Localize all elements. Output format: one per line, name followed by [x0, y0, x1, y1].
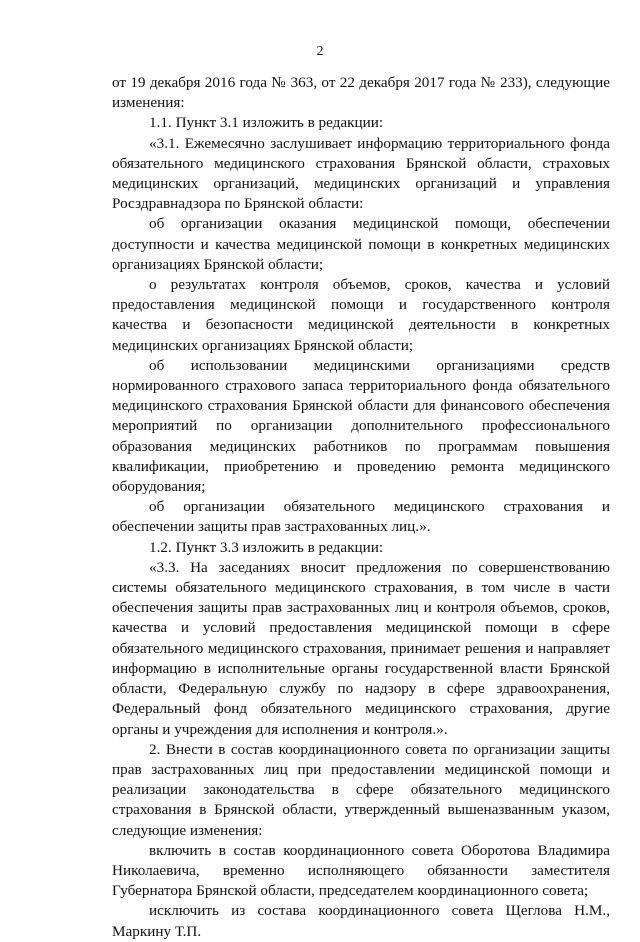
paragraph-clause-3-1-control: о результатах контроля объемов, сроков, качества и условий предоставления медицинской помощи и государственного контроля качества и безопасности медицинской деятельности в конкретных медицинских организациях Брянской области; — [112, 276, 610, 354]
paragraph-item-2: 2. Внести в состав координационного совета по организации защиты прав застрахованных лиц при предоставлении медицинской помощи и реализации законодательства в сфере обязательного медицинского страхования в Брянской области, утвержденный вышеназванным указом, следующие изменения: — [112, 740, 610, 839]
paragraph-clause-3-1-protection: об организации обязательного медицинского страхования и обеспечении защиты прав застрахованных лиц.». — [112, 498, 610, 536]
paragraph-clause-3-1: «3.1. Ежемесячно заслушивает информацию территориального фонда обязательного медицинского страхования Брянской области, страховых медицинских организаций, медицинских организаций и управления Росздравнадзора по Брянской области: — [112, 134, 610, 213]
paragraph-exclude-members: исключить из состава координационного совета Щеглова Н.М., Маркину Т.П. — [112, 902, 610, 940]
page-number: 2 — [316, 44, 324, 59]
paragraph-clause-3-1-reserve: об использовании медицинскими организациями средств нормированного страхового запаса территориального фонда обязательного медицинского страхования Брянской области для финансового обеспечения мероприятий по организации дополнительного профессионального образования медицинских работников по программам повышения квалификации, приобретению и проведению ремонта медицинского оборудования; — [112, 356, 610, 496]
paragraph-clause-3-1-access: об организации оказания медицинской помощи, обеспечении доступности и качества медицинской помощи в конкретных медицинских организациях Брянской области; — [112, 215, 610, 273]
paragraph-clause-3-3: «3.3. На заседаниях вносит предложения по совершенствованию системы обязательного медицинского страхования, в том числе в части обеспечения защиты прав застрахованных лиц и контроля объемов, сроков, качества и условий предоставления медицинской помощи в сфере обязательного медицинского страхования, принимает решения и направляет информацию в исполнительные органы государственной власти Брянской области, Федеральную службу по надзору в сфере здравоохранения, Федеральный фонд обязательного медицинского страхования, другие органы и учреждения для исполнения и контроля.». — [112, 558, 610, 738]
document-body — [112, 73, 610, 942]
paragraph-include-member: включить в состав координационного совета Оборотова Владимира Николаевича, временно исполняющего обязанности заместителя Губернатора Брянской области, председателем координационного совета; — [112, 841, 610, 900]
paragraph-item-1-1: 1.1. Пункт 3.1 изложить в редакции: — [149, 114, 384, 132]
paragraph-continuation: от 19 декабря 2016 года № 363, от 22 декабря 2017 года № 233), следующие изменения: — [112, 74, 610, 112]
paragraph-item-1-2: 1.2. Пункт 3.3 изложить в редакции: — [149, 538, 384, 556]
